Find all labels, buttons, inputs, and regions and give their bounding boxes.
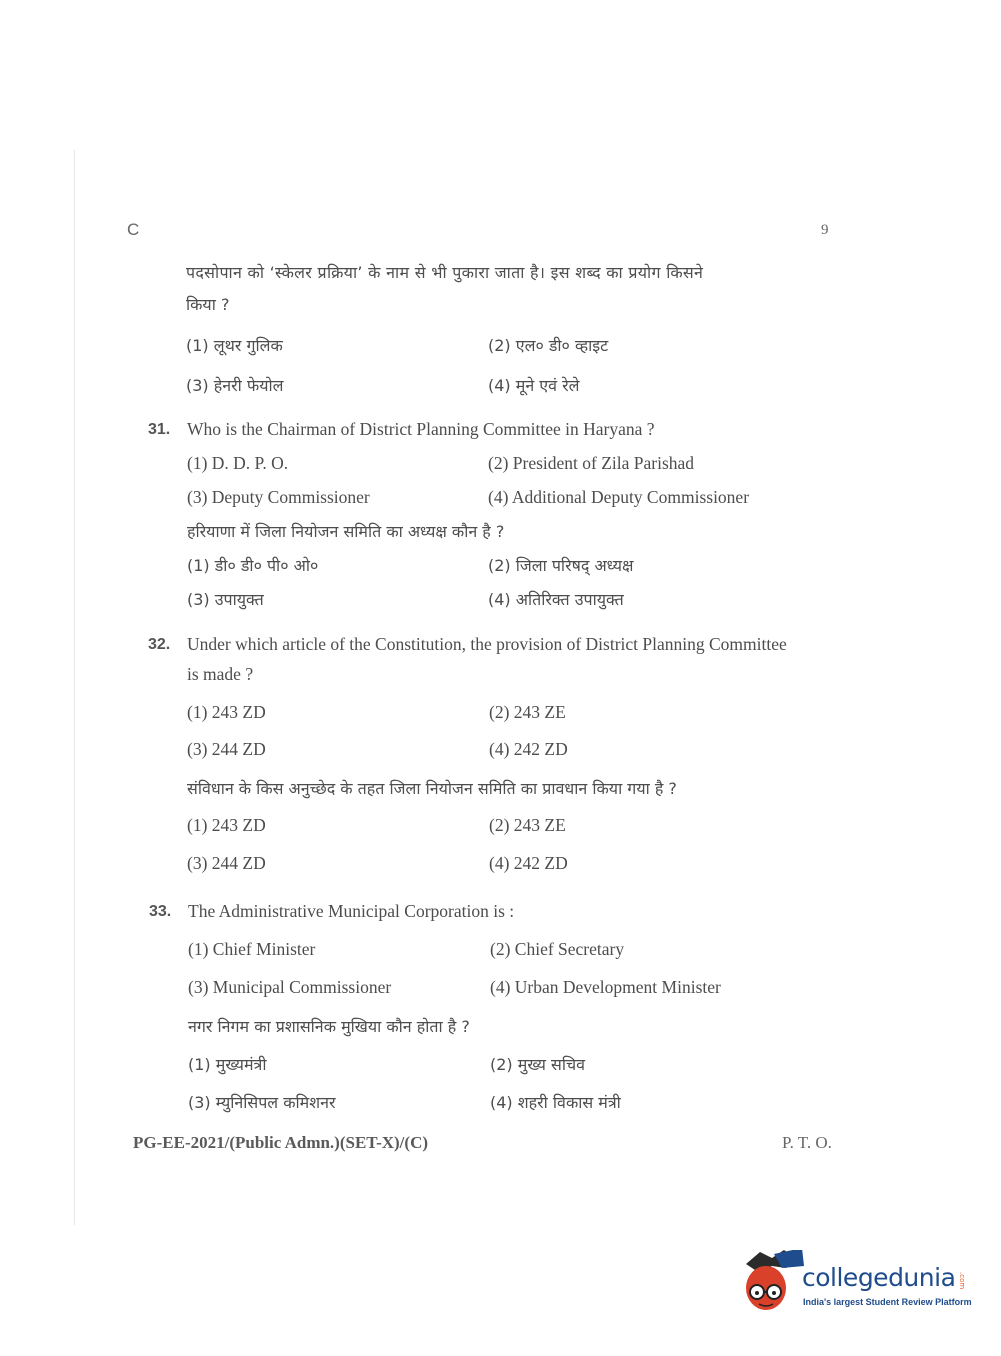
q31-hi-option-3: (3) उपायुक्त — [187, 590, 264, 609]
q32-hi-option-2: (2) 243 ZE — [489, 815, 566, 835]
q31-en-option-2: (2) President of Zila Parishad — [488, 453, 695, 473]
intro-question-line-2: किया ? — [186, 295, 230, 314]
q31-hi-option-1: (1) डी० डी० पी० ओ० — [187, 556, 319, 575]
q32-hi-option-3: (3) 244 ZD — [187, 853, 266, 873]
q32-en-option-1: (1) 243 ZD — [187, 702, 266, 722]
q31-hindi-text: हरियाणा में जिला नियोजन समिति का अध्यक्ष कौन है ? — [187, 522, 505, 541]
q31-english-text: Who is the Chairman of District Planning Committee in Haryana ? — [187, 419, 655, 439]
q33-en-option-3: (3) Municipal Commissioner — [188, 977, 392, 997]
q32-english-line-1: Under which article of the Constitution, the provision of District Planning Committee — [187, 634, 787, 654]
question-number-31: 31. — [148, 421, 171, 438]
q33-en-option-2: (2) Chief Secretary — [490, 939, 625, 959]
q33-hi-option-1: (1) मुख्यमंत्री — [188, 1055, 267, 1074]
q31-hi-option-4: (4) अतिरिक्त उपायुक्त — [488, 590, 624, 609]
intro-option-2: (2) एल० डी० व्हाइट — [488, 336, 609, 355]
intro-option-1: (1) लूथर गुलिक — [186, 336, 283, 355]
paper-code: PG-EE-2021/(Public Admn.)(SET-X)/(C) — [133, 1133, 429, 1152]
intro-question-line-1: पदसोपान को ‘स्केलर प्रक्रिया’ के नाम से भी पुकारा जाता है। इस शब्द का प्रयोग किसने — [186, 263, 704, 282]
page-margin-line — [74, 150, 75, 1225]
question-number-32: 32. — [148, 636, 171, 653]
q32-en-option-4: (4) 242 ZD — [489, 739, 568, 759]
q31-en-option-4: (4) Additional Deputy Commissioner — [488, 487, 750, 507]
q33-hi-option-2: (2) मुख्य सचिव — [490, 1055, 586, 1074]
q31-en-option-1: (1) D. D. P. O. — [187, 453, 289, 473]
q32-hindi-text: संविधान के किस अनुच्छेद के तहत जिला नियोजन समिति का प्रावधान किया गया है ? — [187, 779, 677, 798]
q33-hi-option-3: (3) म्युनिसिपल कमिशनर — [188, 1093, 336, 1112]
intro-option-3: (3) हेनरी फेयोल — [186, 376, 284, 395]
q33-en-option-4: (4) Urban Development Minister — [490, 977, 721, 997]
q31-hi-option-2: (2) जिला परिषद् अध्यक्ष — [488, 556, 634, 575]
q32-hi-option-1: (1) 243 ZD — [187, 815, 266, 835]
q31-en-option-3: (3) Deputy Commissioner — [187, 487, 370, 507]
q32-english-line-2: is made ? — [187, 664, 254, 684]
q33-hi-option-4: (4) शहरी विकास मंत्री — [490, 1093, 621, 1112]
q33-hindi-text: नगर निगम का प्रशासनिक मुखिया कौन होता है ? — [188, 1017, 470, 1036]
brand-dotcom: .com — [958, 1272, 966, 1290]
q33-en-option-1: (1) Chief Minister — [188, 939, 316, 959]
q33-english-text: The Administrative Municipal Corporation is : — [188, 901, 515, 921]
q32-en-option-2: (2) 243 ZE — [489, 702, 566, 722]
brand-name: collegedunia — [802, 1263, 956, 1292]
page-number: 9 — [821, 222, 829, 238]
question-number-33: 33. — [149, 903, 172, 920]
brand-tagline: India's largest Student Review Platform — [803, 1297, 972, 1307]
intro-option-4: (4) मूने एवं रेले — [488, 376, 580, 395]
q32-hi-option-4: (4) 242 ZD — [489, 853, 568, 873]
pto-label: P. T. O. — [782, 1133, 832, 1152]
q32-en-option-3: (3) 244 ZD — [187, 739, 266, 759]
set-letter: C — [127, 220, 140, 239]
